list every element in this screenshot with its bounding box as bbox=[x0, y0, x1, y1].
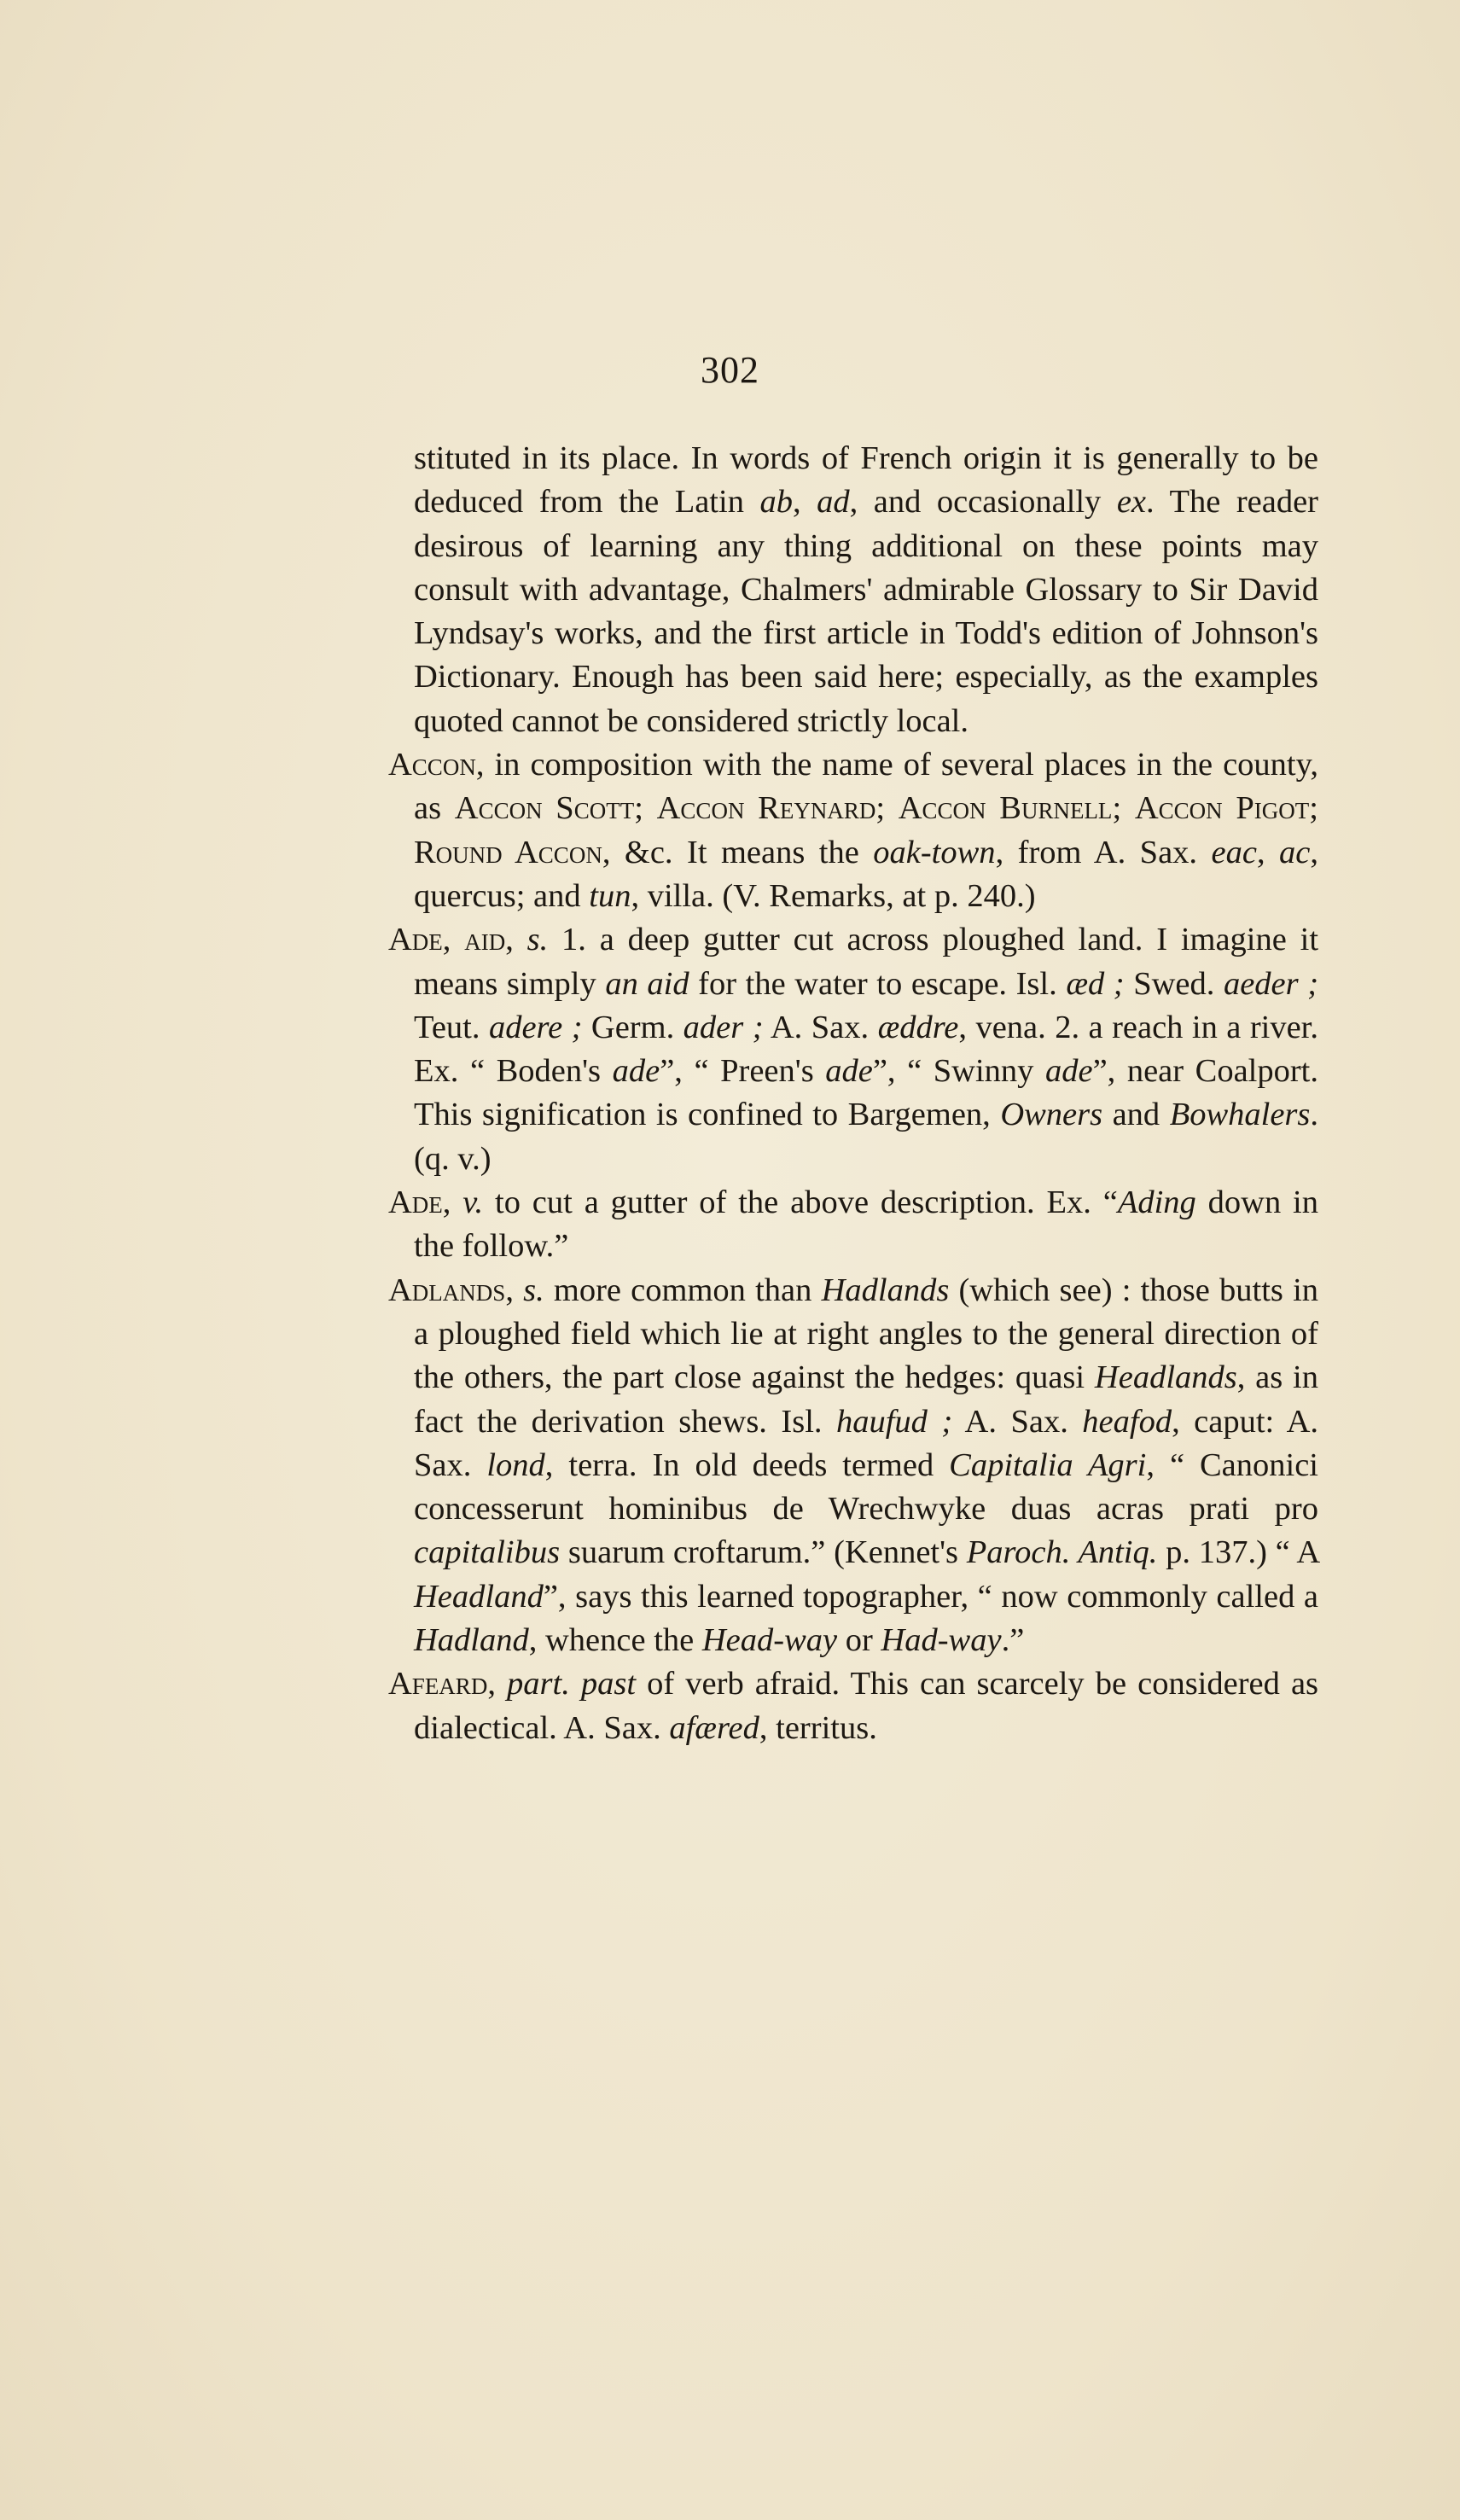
italic-term: æd ; bbox=[1066, 965, 1125, 1002]
place-name: Accon Scott bbox=[454, 790, 635, 827]
text-run: of verb afraid. This can scarcely be considered as dialectical. A. Sax. bbox=[414, 1666, 1319, 1746]
italic-term: oak-town bbox=[873, 834, 996, 870]
text-run: , caput: A. Sax. bbox=[414, 1403, 1318, 1483]
part-of-speech: v. bbox=[462, 1184, 484, 1221]
text-run: ”, says this learned topographer, “ now commonly called a bbox=[543, 1578, 1318, 1615]
text-run: ”, “ Swinny bbox=[872, 1053, 1045, 1090]
text-run: , quercus; and bbox=[414, 834, 1318, 914]
entry-headword: Accon bbox=[388, 747, 476, 783]
entry-accon bbox=[388, 743, 1318, 918]
text-run: .” bbox=[1001, 1622, 1025, 1659]
italic-term: ad bbox=[817, 484, 850, 521]
italic-term: tun bbox=[589, 877, 631, 914]
text-run: , as in fact the derivation shews. Isl. bbox=[414, 1359, 1318, 1440]
text-run: , territus. bbox=[759, 1709, 877, 1746]
italic-term: Owners bbox=[1000, 1097, 1103, 1133]
italic-term: afæred bbox=[669, 1709, 759, 1746]
italic-term: Hadland bbox=[414, 1622, 529, 1659]
italic-term: Headlands bbox=[1094, 1359, 1237, 1396]
text-run: , bbox=[1256, 834, 1280, 870]
italic-term: Hadlands bbox=[821, 1272, 950, 1308]
italic-term: ac bbox=[1279, 834, 1311, 870]
italic-term: æddre bbox=[877, 1009, 959, 1045]
italic-term: haufud ; bbox=[835, 1403, 953, 1440]
place-name: Accon Burnell bbox=[898, 790, 1113, 827]
text-run: for the water to escape. Isl. bbox=[689, 965, 1067, 1002]
italic-term: Bowhalers bbox=[1169, 1097, 1311, 1133]
text-run: , terra. In old deeds termed bbox=[544, 1446, 950, 1483]
text-run: or bbox=[837, 1622, 881, 1659]
text-run: , and occasionally bbox=[849, 484, 1117, 521]
italic-term: ex bbox=[1116, 484, 1147, 521]
text-run: ; bbox=[1112, 790, 1135, 827]
text-run: p. 137.) “ A bbox=[1157, 1534, 1319, 1571]
text-run: ; bbox=[1309, 790, 1318, 827]
text-run: , from A. Sax. bbox=[995, 834, 1212, 870]
text-run: , bbox=[792, 484, 817, 521]
text-run: stituted in its place. In words of French origin it is generally to be deduced from the Latin bbox=[414, 440, 1318, 521]
text-run: , bbox=[487, 1666, 508, 1702]
text-run: to cut a gutter of the above description. Ex. “ bbox=[483, 1184, 1118, 1221]
text-run: A. Sax. bbox=[763, 1009, 878, 1045]
text-run: , in composition with the name of several places in the county, as bbox=[414, 747, 1318, 827]
text-run: , whence the bbox=[528, 1622, 702, 1659]
text-run: , &c. It means the bbox=[602, 834, 874, 870]
text-run: Teut. bbox=[414, 1009, 489, 1045]
text-run: Swed. bbox=[1124, 965, 1224, 1002]
text-run: ; bbox=[875, 790, 899, 827]
italic-term: Ading bbox=[1117, 1184, 1196, 1221]
text-run: , bbox=[505, 922, 527, 958]
entry-headword: Ade bbox=[388, 1184, 443, 1221]
text-run: down in the follow.” bbox=[414, 1184, 1318, 1265]
text-run: , “ Canonici concesserunt hominibus de Wrechwyke duas acras prati pro bbox=[414, 1446, 1318, 1528]
italic-term: Had-way bbox=[881, 1622, 1002, 1659]
italic-term: eac bbox=[1211, 834, 1257, 870]
entry-afeard bbox=[388, 1662, 1318, 1750]
text-run: ; bbox=[634, 790, 657, 827]
entry-headword: Ade bbox=[388, 922, 443, 958]
entry-ade-noun bbox=[388, 918, 1318, 1181]
text-run: , bbox=[505, 1272, 524, 1308]
place-name: Round Accon bbox=[414, 834, 602, 870]
italic-term: heafod bbox=[1082, 1403, 1172, 1440]
part-of-speech: s. bbox=[526, 922, 549, 958]
text-run: , bbox=[442, 922, 465, 958]
entry-ade-verb bbox=[388, 1181, 1318, 1269]
italic-term: Head-way bbox=[701, 1622, 838, 1659]
text-run: , bbox=[442, 1184, 463, 1221]
intro-paragraph bbox=[388, 437, 1318, 743]
italic-term: ade bbox=[612, 1053, 660, 1090]
text-run: suarum croftarum.” (Kennet's bbox=[560, 1534, 967, 1571]
text-run: (which see) : those butts in a ploughed field which lie at right angles to the general direction of the others, the part close against the hedges: quasi bbox=[414, 1272, 1319, 1396]
place-name: Accon Pigot bbox=[1134, 790, 1310, 827]
text-run: more common than bbox=[544, 1272, 822, 1308]
variant-form: aid bbox=[464, 922, 506, 958]
entry-headword: Adlands bbox=[388, 1272, 506, 1308]
italic-term: capitalibus bbox=[414, 1534, 561, 1571]
italic-term: ader ; bbox=[683, 1009, 764, 1045]
text-body bbox=[388, 437, 1318, 1750]
italic-term: ade bbox=[1044, 1053, 1093, 1090]
italic-term: Capitalia Agri bbox=[949, 1446, 1147, 1483]
text-run: and bbox=[1102, 1097, 1170, 1133]
entry-adlands bbox=[388, 1269, 1318, 1663]
part-of-speech: part. past bbox=[507, 1666, 637, 1702]
italic-term: aeder ; bbox=[1223, 965, 1319, 1002]
text-run: , villa. (V. Remarks, at p. 240.) bbox=[631, 877, 1036, 914]
italic-term: adere ; bbox=[488, 1009, 583, 1045]
page-number: 302 bbox=[701, 349, 759, 391]
entry-headword: Afeard bbox=[388, 1666, 488, 1702]
text-run: . The reader desirous of learning any thing additional on these points may consult with advantage, Chalmers' admirable Glossary to Sir David Lyndsay's works, and the first article in Todd's edition of Johnson's Dictionary. Enough has been said here; especially, as the examples quoted cannot be considered strictly local. bbox=[414, 484, 1318, 739]
italic-term: an aid bbox=[605, 965, 689, 1002]
text-run: ”, “ Preen's bbox=[660, 1053, 826, 1090]
text-run: A. Sax. bbox=[952, 1403, 1083, 1440]
italic-term: ade bbox=[825, 1053, 873, 1090]
text-run: , vena. 2. a reach in a river. Ex. “ Boden's bbox=[414, 1009, 1318, 1090]
italic-term: Headland bbox=[414, 1578, 544, 1615]
text-run: ”, near Coalport. This signification is confined to Bargemen, bbox=[414, 1053, 1318, 1133]
text-run: . (q. v.) bbox=[414, 1097, 1319, 1177]
italic-term: ab bbox=[759, 484, 793, 521]
place-name: Accon Reynard bbox=[656, 790, 876, 827]
text-run: Germ. bbox=[582, 1009, 683, 1045]
part-of-speech: s. bbox=[523, 1272, 544, 1308]
text-run: 1. a deep gutter cut across ploughed land. I imagine it means simply bbox=[414, 922, 1319, 1002]
italic-term: Paroch. Antiq. bbox=[966, 1534, 1158, 1571]
italic-term: lond bbox=[486, 1446, 545, 1483]
